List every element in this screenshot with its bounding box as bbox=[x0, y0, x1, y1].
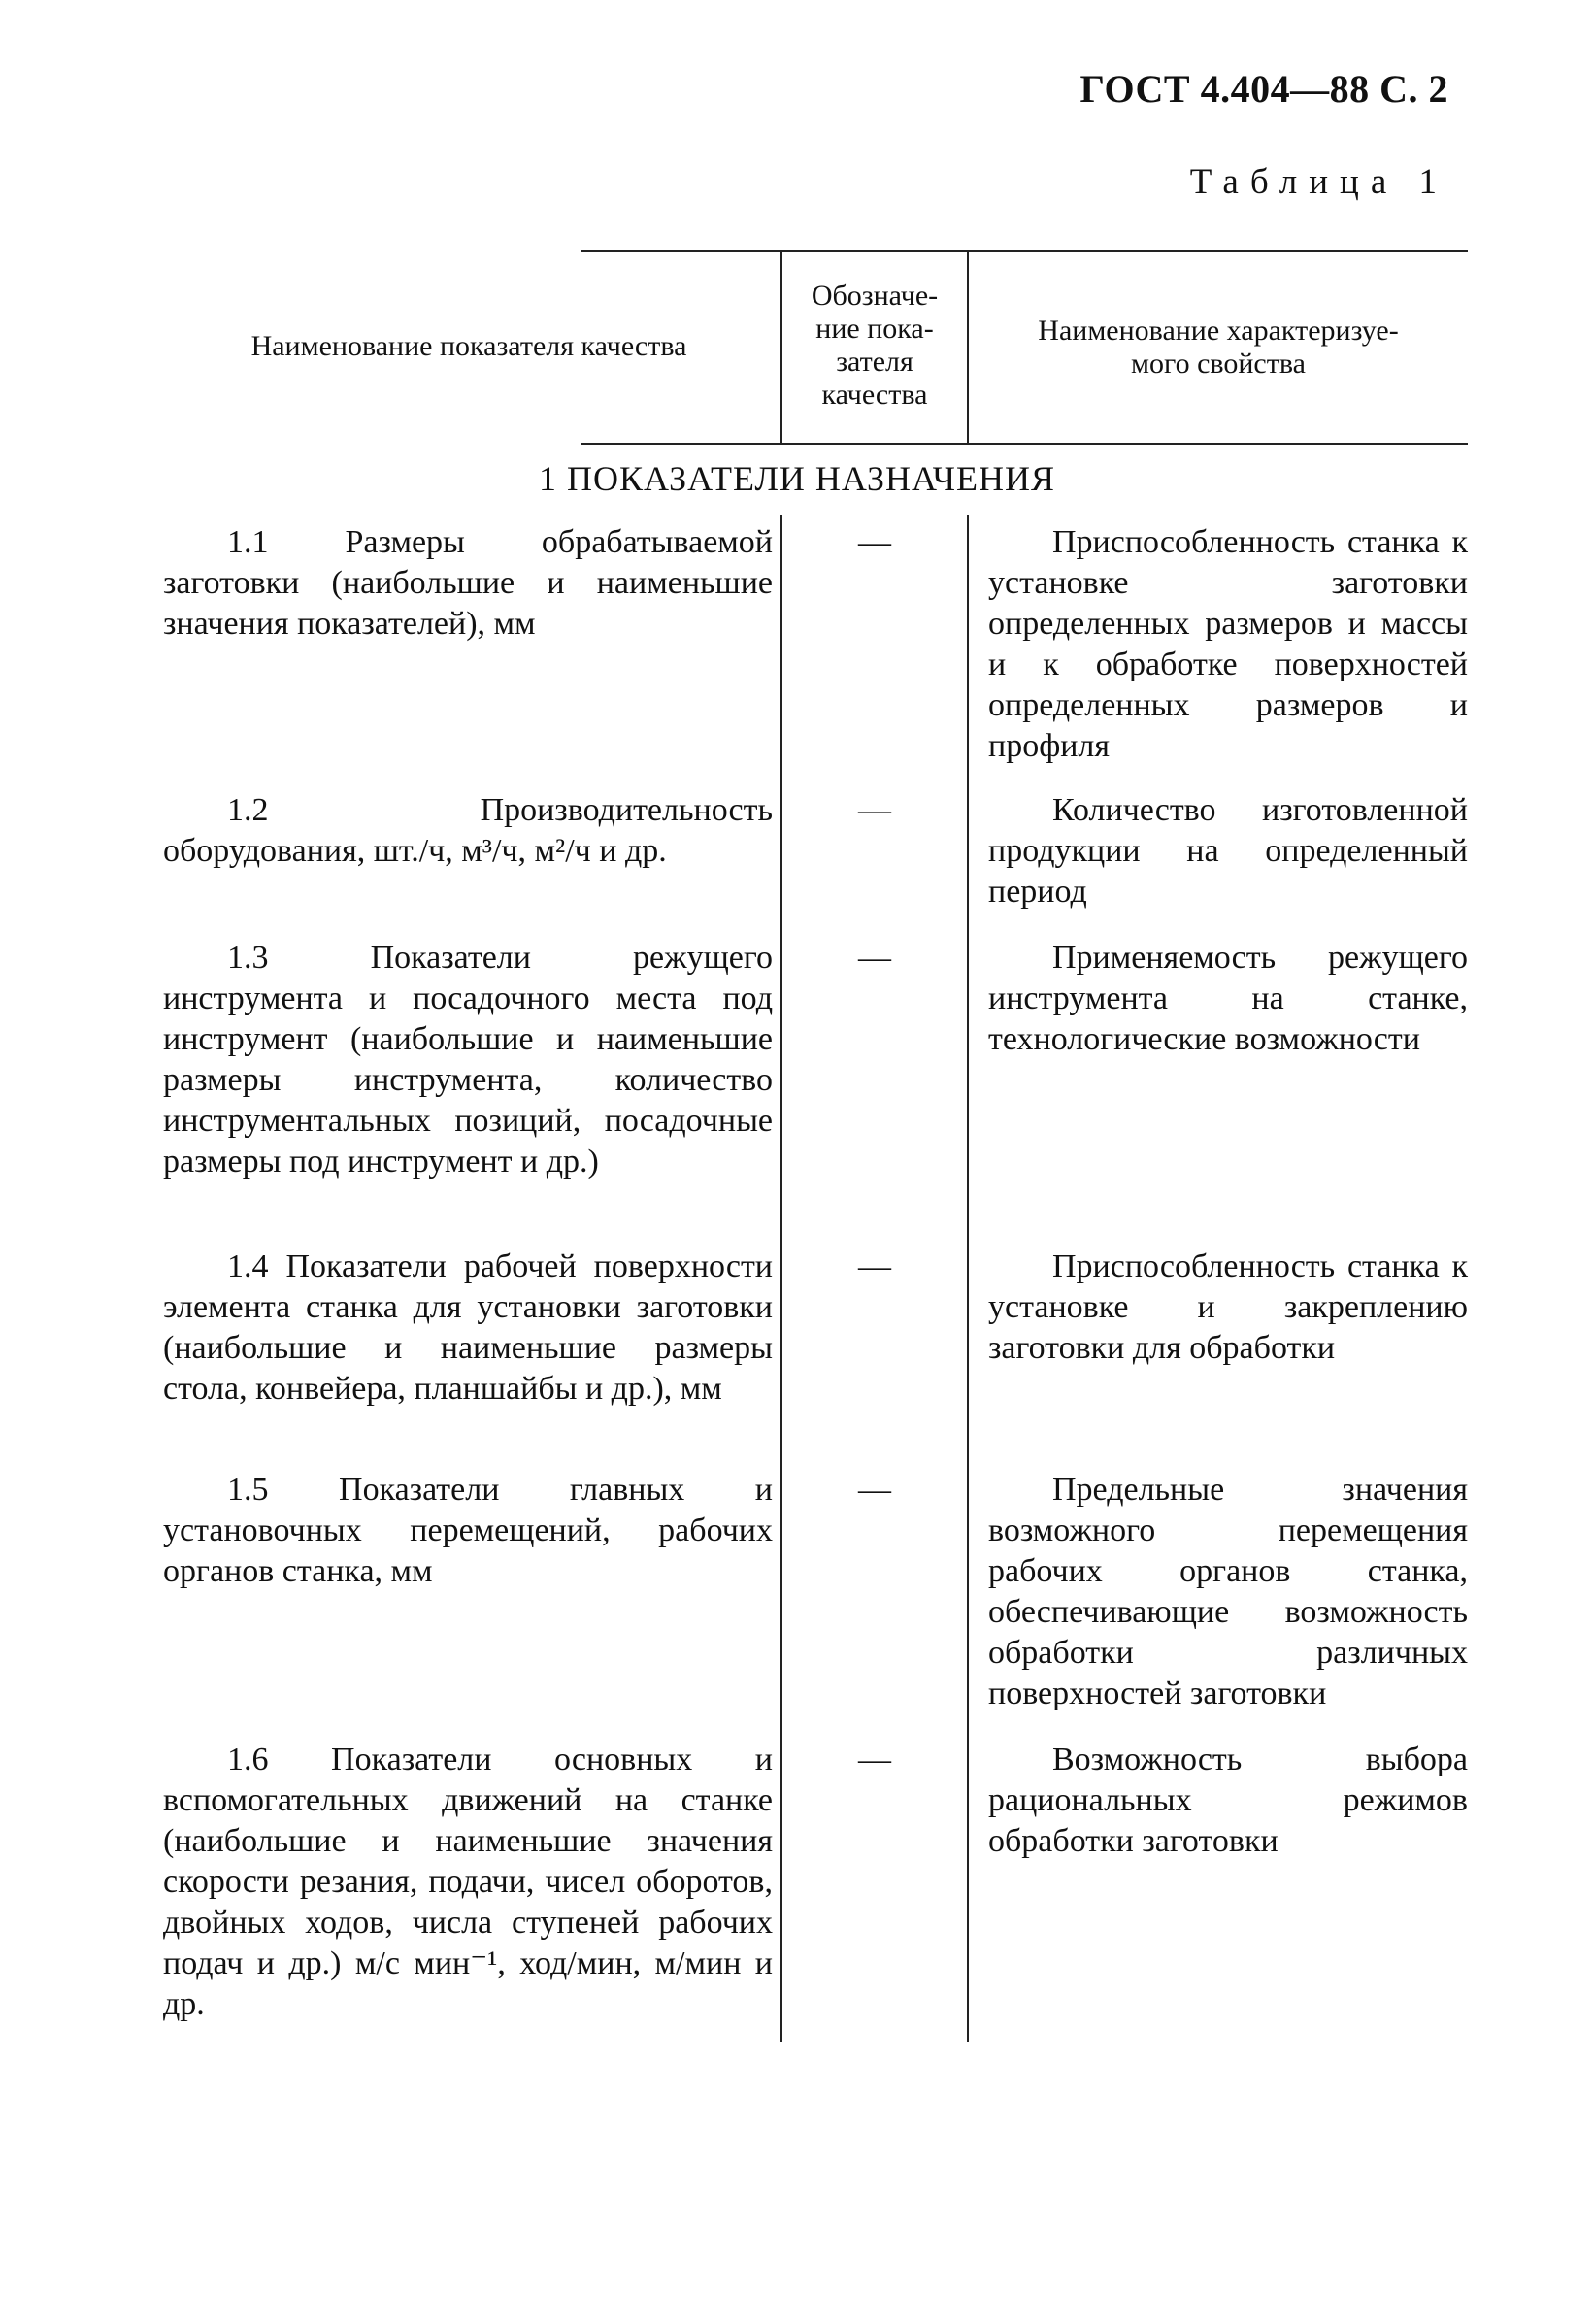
column-header-name: Наименование показателя качества bbox=[250, 330, 687, 362]
indicator-designation: — bbox=[858, 524, 891, 560]
indicator-designation: — bbox=[858, 1248, 891, 1284]
characterized-property: Применяемость режущего инструмента на станке, технологические возможности bbox=[988, 940, 1468, 1057]
characterized-property: Предельные значения возможного перемещения рабочих органов станка, обеспечивающие возможность обработки различных поверхностей заготовки bbox=[988, 1472, 1468, 1711]
indicator-name: 1.3 Показатели режущего инструмента и посадочного места под инструмент (наибольшие и наименьшие размеры инструмента, количество инструментальных позиций, посадочные размеры под инструмент и др.) bbox=[163, 940, 773, 1179]
indicator-name: 1.2 Производительность оборудования, шт./ч, м³/ч, м²/ч и др. bbox=[163, 792, 773, 869]
characterized-property: Количество изготовленной продукции на определенный период bbox=[988, 792, 1468, 910]
table-label: Таблица 1 bbox=[1189, 162, 1448, 202]
section-title: 1 ПОКАЗАТЕЛИ НАЗНАЧЕНИЯ bbox=[539, 459, 1055, 498]
indicator-designation: — bbox=[858, 1742, 891, 1777]
indicator-designation: — bbox=[858, 1472, 891, 1508]
indicator-name: 1.6 Показатели основных и вспомогательных движений на станке (наибольшие и наименьшие значения скорости резания, подачи, чисел оборотов, двойных ходов, числа ступеней рабочих подач и др.) м/с мин⁻¹, ход/мин, м/мин и др. bbox=[163, 1742, 773, 2022]
characterized-property: Приспособленность станка к установке заготовки определенных размеров и массы и к обработке поверхностей определенных размеров и профиля bbox=[988, 524, 1468, 764]
indicator-name: 1.5 Показатели главных и установочных перемещений, рабочих органов станка, мм bbox=[163, 1472, 773, 1589]
characterized-property: Возможность выбора рациональных режимов обработки заготовки bbox=[988, 1742, 1468, 1859]
table-header-bottom-rule bbox=[581, 443, 1468, 445]
body-divider-right bbox=[967, 515, 969, 2042]
table-top-rule bbox=[581, 250, 1468, 252]
characterized-property: Приспособленность станка к установке и закреплению заготовки для обработки bbox=[988, 1248, 1468, 1366]
column-header-property: Наименование характеризуе- мого свойства bbox=[1038, 315, 1399, 380]
indicator-designation: — bbox=[858, 940, 891, 976]
page-header: ГОСТ 4.404—88 С. 2 bbox=[1079, 67, 1448, 111]
body-divider-left bbox=[780, 515, 782, 2042]
indicator-designation: — bbox=[858, 792, 891, 828]
indicator-name: 1.4 Показатели рабочей поверхности элемента станка для установки заготовки (наибольшие и наименьшие размеры стола, конвейера, планшайбы и др.), мм bbox=[163, 1248, 773, 1407]
indicator-name: 1.1 Размеры обрабатываемой заготовки (наибольшие и наименьшие значения показателей), мм bbox=[163, 524, 773, 642]
column-header-designation: Обозначе- ние пока- зателя качества bbox=[811, 280, 939, 411]
